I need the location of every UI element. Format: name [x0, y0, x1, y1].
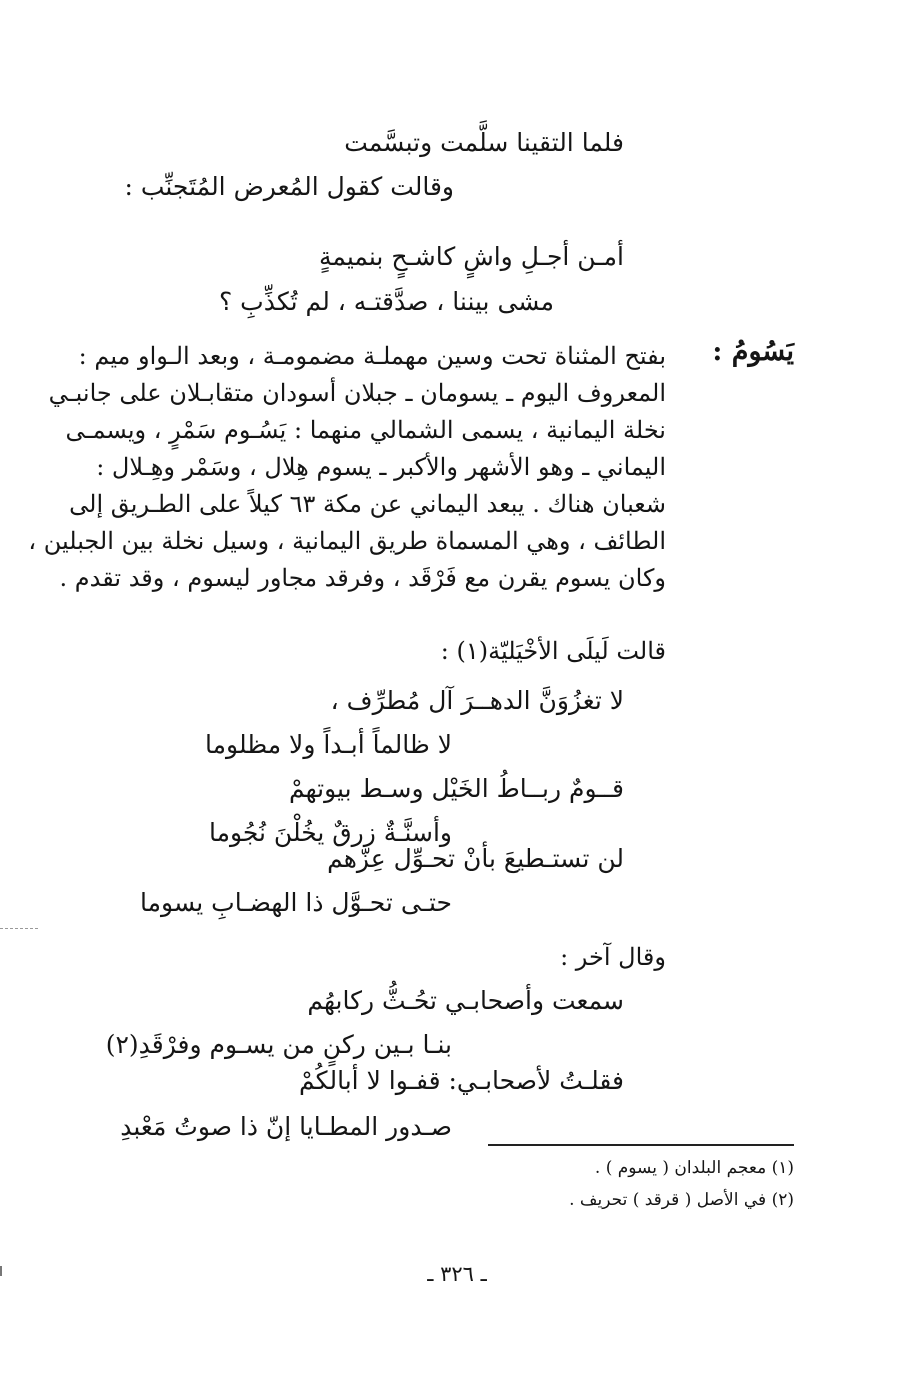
poem3-line-1: سمعت وأصحابـي تحُـثُّ ركابهُم [307, 986, 624, 1015]
poem2-line-1: لا تغزُوَنَّ الدهــرَ آل مُطرِّف ، [330, 686, 624, 715]
entry-line-5: شعبان هناك . يبعد اليماني عن مكة ٦٣ كيلاً على الطـريق إلى [69, 490, 666, 518]
poem1-line-1: فلما التقينا سلَّمت وتبسَّمت [344, 128, 624, 157]
poem1-line-3: أمـن أجـلِ واشٍ كاشـحٍ بنميمةٍ [319, 242, 624, 271]
poem2-line-2: لا ظالماً أبـداً ولا مظلوما [205, 730, 452, 759]
entry-line-6: الطائف ، وهي المسماة طريق اليمانية ، وسيل نخلة بين الجبلين ، [28, 527, 666, 555]
poem1-line-4: مشى بيننا ، صدَّقتـه ، لم تُكذِّبِ ؟ [218, 287, 554, 316]
poem3-line-2: بنـا بـين ركنٍ من يسـوم وفرْقَدِ(٢) [105, 1030, 452, 1059]
page-number: ـ ٣٢٦ ـ [427, 1262, 487, 1286]
poem3-line-3: فقلـتُ لأصحابـي: قفـوا لا أبالكُمْ [299, 1066, 624, 1095]
footnote-2: (٢) في الأصل ( قرقد ) تحريف . [569, 1190, 794, 1210]
footnote-1: (١) معجم البلدان ( يسوم ) . [594, 1158, 794, 1178]
poem3-line-4: صـدور المطـايا إنّ ذا صوتُ مَعْبدِ [120, 1112, 452, 1141]
entry-line-3: نخلة اليمانية ، يسمى الشمالي منهما : يَسُـوم سَمْرٍ ، ويسمـى [65, 416, 666, 444]
entry-headword: يَسُومُ : [712, 336, 794, 367]
footnote-separator [488, 1144, 794, 1146]
entry-line-4: اليماني ـ وهو الأشهر والأكبر ـ يسوم هِلال ، وسَمْر وهِـلال : [96, 453, 666, 481]
entry-line-2: المعروف اليوم ـ يسومان ـ جبلان أسودان متقابـلان على جانبـي [48, 379, 666, 407]
poem1-line-2: وقالت كقول المُعرض المُتَجنِّب : [124, 172, 454, 201]
poem2-line-4: وأسنَّـةٌ زرقٌ يخُلْنَ نُجُوما [208, 818, 452, 847]
entry-line-7: وكان يسوم يقرن مع فَرْقَد ، وفرقد مجاور ليسوم ، وقد تقدم . [59, 564, 666, 592]
entry-line-1: بفتح المثناة تحت وسين مهملـة مضمومـة ، وبعد الـواو ميم : [78, 342, 666, 370]
poem2-intro: قالت لَيلَى الأخْيَليّة(١) : [440, 637, 666, 665]
poem2-line-5: لن تستـطيعَ بأنْ تحـوِّل عِزّهم [327, 844, 624, 873]
poem2-line-6: حتـى تحـوَّل ذا الهضـابِ يسوما [140, 888, 452, 917]
scan-artifact-dot [0, 1266, 2, 1276]
poem2-line-3: قــومٌ ربــاطُ الخَيْل وسـط بيوتهمْ [289, 774, 624, 803]
scan-artifact-mark [0, 928, 38, 929]
poem3-intro: وقال آخر : [560, 943, 666, 971]
